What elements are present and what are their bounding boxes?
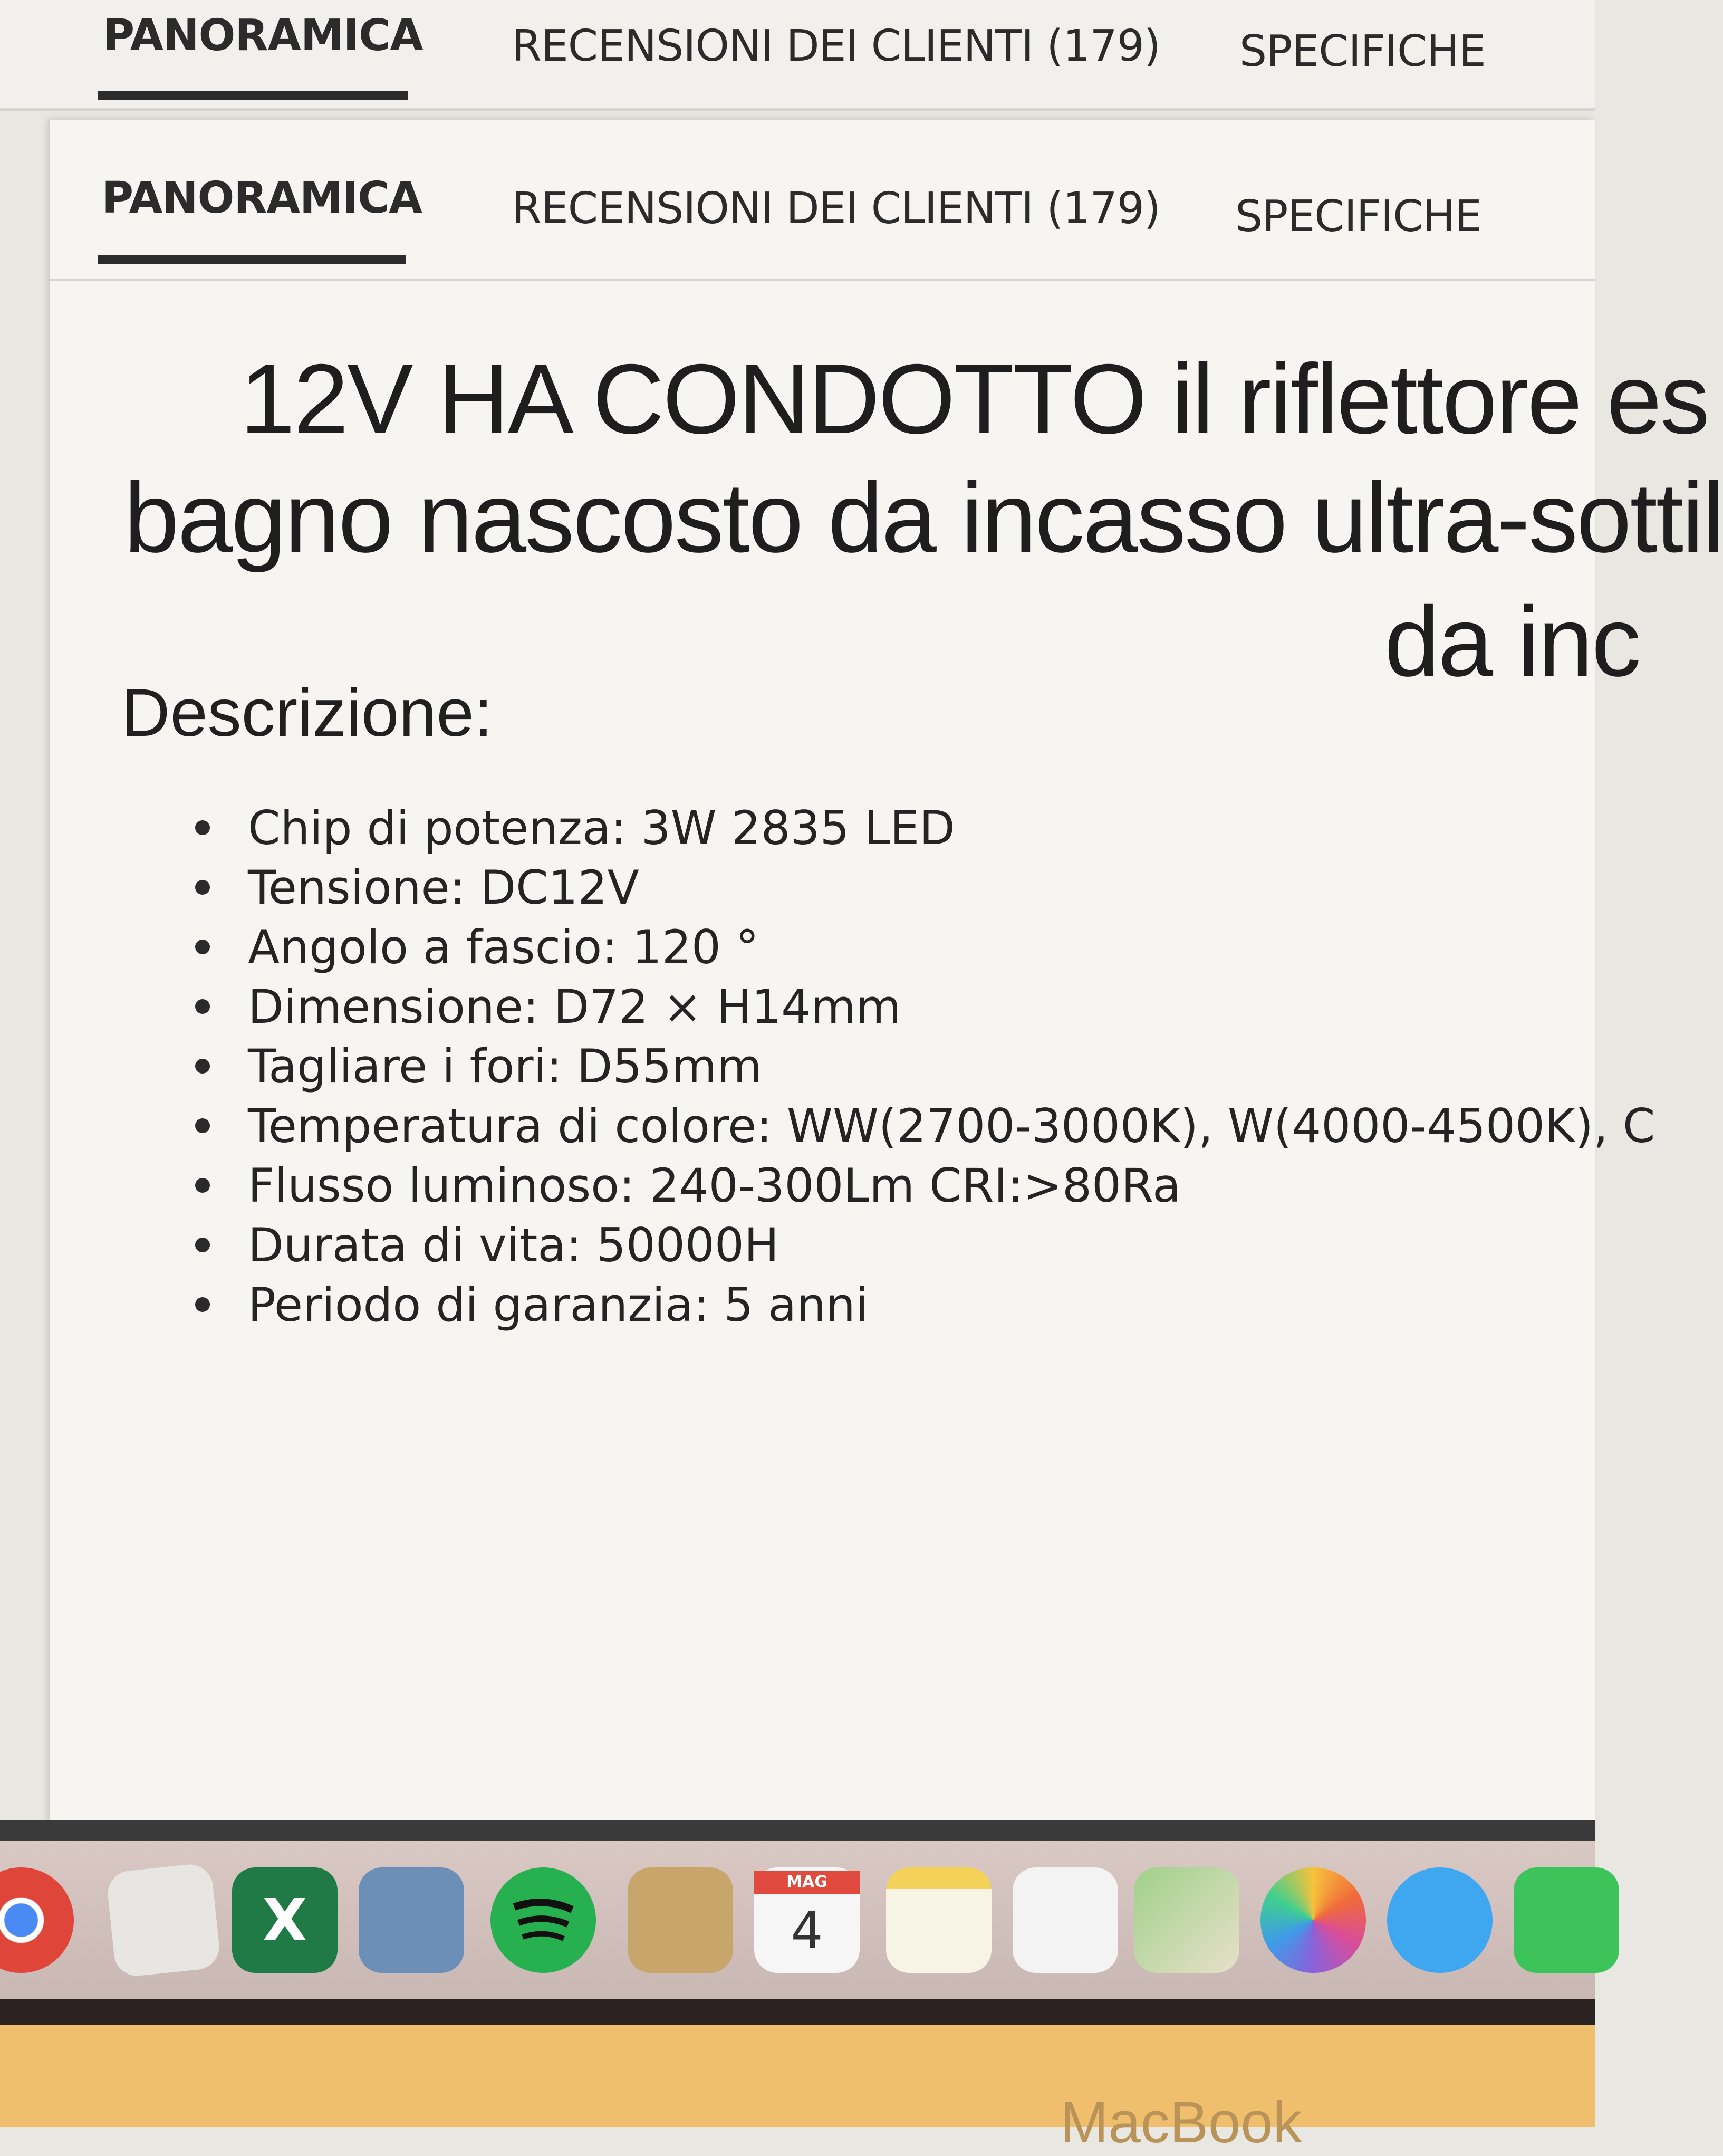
spec-text: Chip di potenza: 3W 2835 LED [248, 801, 955, 855]
calendar-icon[interactable] [754, 1867, 860, 1973]
device-brand: MacBook [1060, 2090, 1302, 2155]
bullet-icon [195, 880, 210, 895]
bullet-icon [195, 940, 210, 954]
tab-reviews[interactable]: RECENSIONI DEI CLIENTI (179) [512, 184, 1160, 234]
excel-letter: X [262, 1886, 307, 1954]
bullet-icon [195, 1059, 210, 1074]
spec-item [195, 1215, 1655, 1275]
spec-text: Temperatura di colore: WW(2700-3000K), W(4000-4500K), C [248, 1099, 1655, 1153]
chrome-icon[interactable] [0, 1867, 74, 1973]
spotify-icon[interactable] [490, 1867, 596, 1973]
dock [0, 1841, 1595, 1999]
tab-reviews-back[interactable]: RECENSIONI DEI CLIENTI (179) [512, 21, 1160, 71]
calendar-month: MAG [754, 1871, 860, 1894]
spec-item [195, 798, 1655, 858]
spec-text: Flusso luminoso: 240-300Lm CRI:>80Ra [248, 1158, 1181, 1213]
spec-item [195, 858, 1655, 917]
bullet-icon [195, 1238, 210, 1252]
spec-list [195, 798, 1655, 1335]
bullet-icon [195, 999, 210, 1014]
spec-item [195, 1156, 1655, 1215]
product-title-line-2: bagno nascosto da incasso ultra-sottil [124, 462, 1723, 573]
reminders-icon[interactable] [1013, 1867, 1118, 1973]
description-heading: Descrizione: [121, 675, 493, 751]
product-title-line-1: 12V HA CONDOTTO il riflettore es [240, 343, 1708, 454]
active-tab-indicator [98, 255, 406, 264]
spec-text: Durata di vita: 50000H [248, 1218, 779, 1272]
back-tab-bar [0, 0, 1595, 111]
spec-text: Tensione: DC12V [248, 860, 639, 915]
spec-item [195, 917, 1655, 977]
bullet-icon [195, 1178, 210, 1193]
active-tab-indicator-back [98, 91, 408, 100]
spec-text: Dimensione: D72 × H14mm [248, 980, 901, 1034]
spec-text: Periodo di garanzia: 5 anni [248, 1278, 869, 1332]
product-title-line-3: da inc [1384, 586, 1640, 697]
maps-icon[interactable] [1134, 1867, 1239, 1973]
photos-icon[interactable] [1260, 1867, 1366, 1973]
spec-item [195, 1275, 1655, 1335]
excel-icon[interactable] [232, 1867, 338, 1973]
facetime-icon[interactable] [1514, 1867, 1619, 1973]
spec-text: Tagliare i fori: D55mm [248, 1039, 762, 1094]
bullet-icon [195, 820, 210, 835]
spec-item [195, 1096, 1655, 1156]
preview-icon[interactable] [359, 1867, 464, 1973]
tab-overview-back[interactable]: PANORAMICA [103, 11, 423, 61]
messages-icon[interactable] [1387, 1867, 1493, 1973]
window-bottom-edge [0, 1820, 1595, 1841]
spec-item [195, 977, 1655, 1037]
spec-item [195, 1037, 1655, 1096]
calendar-day: 4 [791, 1901, 823, 1960]
notebook-icon[interactable] [628, 1867, 733, 1973]
laptop-chassis [0, 2025, 1595, 2127]
product-tab-bar [50, 120, 1595, 281]
tab-overview[interactable]: PANORAMICA [102, 173, 422, 223]
tab-specs[interactable]: SPECIFICHE [1235, 191, 1481, 242]
tab-specs-back[interactable]: SPECIFICHE [1239, 26, 1486, 76]
spec-text: Angolo a fascio: 120 ° [248, 920, 759, 974]
script-editor-icon[interactable] [105, 1862, 222, 1978]
screen-bottom-bezel [0, 1999, 1595, 2025]
bullet-icon [195, 1118, 210, 1133]
bullet-icon [195, 1297, 210, 1312]
product-page-window [50, 120, 1723, 1829]
notes-icon[interactable] [886, 1867, 992, 1973]
